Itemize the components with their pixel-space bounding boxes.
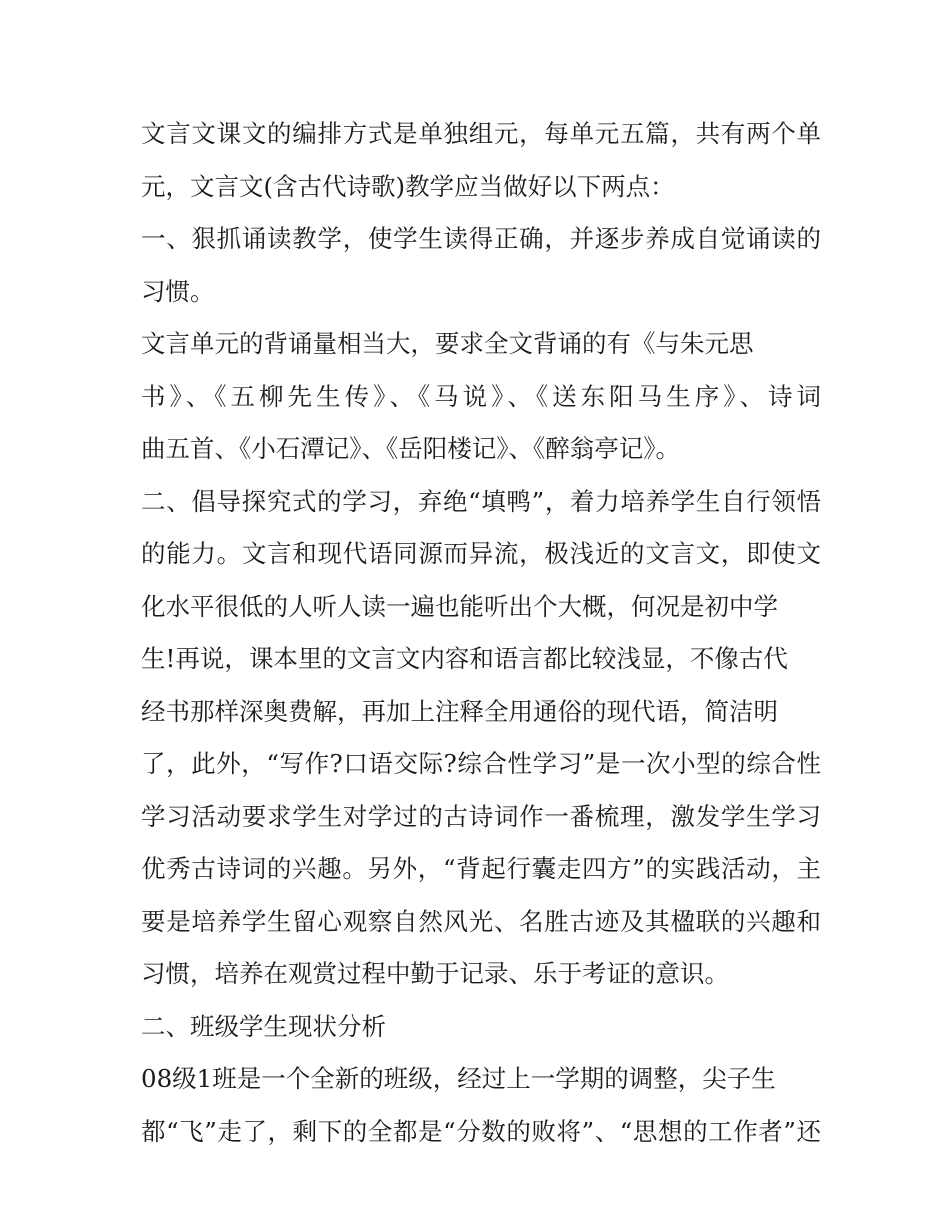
text-line: 都“飞”走了，剩下的全都是“分数的败将”、“思想的工作者”还 xyxy=(141,1116,821,1146)
text-line: 了，此外，“写作?口语交际?综合性学习”是一次小型的综合性 xyxy=(141,749,821,778)
text-line: 习惯，培养在观赏过程中勤于记录、乐于考证的意识。 xyxy=(141,959,729,988)
text-line: 08级1班是一个全新的班级，经过上一学期的调整，尖子生 xyxy=(141,1064,776,1093)
text-line: 的能力。文言和现代语同源而异流，极浅近的文言文，即使文 xyxy=(141,539,821,568)
text-line: 习惯。 xyxy=(141,276,215,306)
text-line: 生!再说，课本里的文言文内容和语言都比较浅显，不像古代 xyxy=(141,644,788,673)
text-line: 学习活动要求学生对学过的古诗词作一番梳理，激发学生学习 xyxy=(141,801,821,831)
text-line: 经书那样深奥费解，再加上注释全用通俗的现代语，简洁明 xyxy=(141,696,778,726)
text-line: 优秀古诗词的兴趣。另外，“背起行囊走四方”的实践活动，主 xyxy=(141,854,821,883)
text-line: 文言单元的背诵量相当大，要求全文背诵的有《与朱元思 xyxy=(141,329,754,358)
text-line: 文言文课文的编排方式是单独组元，每单元五篇，共有两个单 xyxy=(141,119,821,148)
text-line: 一、狠抓诵读教学，使学生读得正确，并逐步养成自觉诵读的 xyxy=(141,224,821,253)
section-heading: 二、班级学生现状分析 xyxy=(141,1011,386,1041)
text-line: 元，文言文(含古代诗歌)教学应当做好以下两点： xyxy=(141,171,675,201)
text-line: 书》、《五柳先生传》、《马说》、《送东阳马生序》、诗词 xyxy=(141,381,821,411)
text-line: 曲五首、《小石潭记》、《岳阳楼记》、《醉翁亭记》。 xyxy=(141,434,680,463)
document-body xyxy=(141,108,821,1158)
text-line: 二、倡导探究式的学习，弃绝“填鸭”，着力培养学生自行领悟 xyxy=(141,486,821,516)
text-line: 要是培养学生留心观察自然风光、名胜古迹及其楹联的兴趣和 xyxy=(141,906,821,936)
text-line: 化水平很低的人听人读一遍也能听出个大概，何况是初中学 xyxy=(141,591,778,621)
